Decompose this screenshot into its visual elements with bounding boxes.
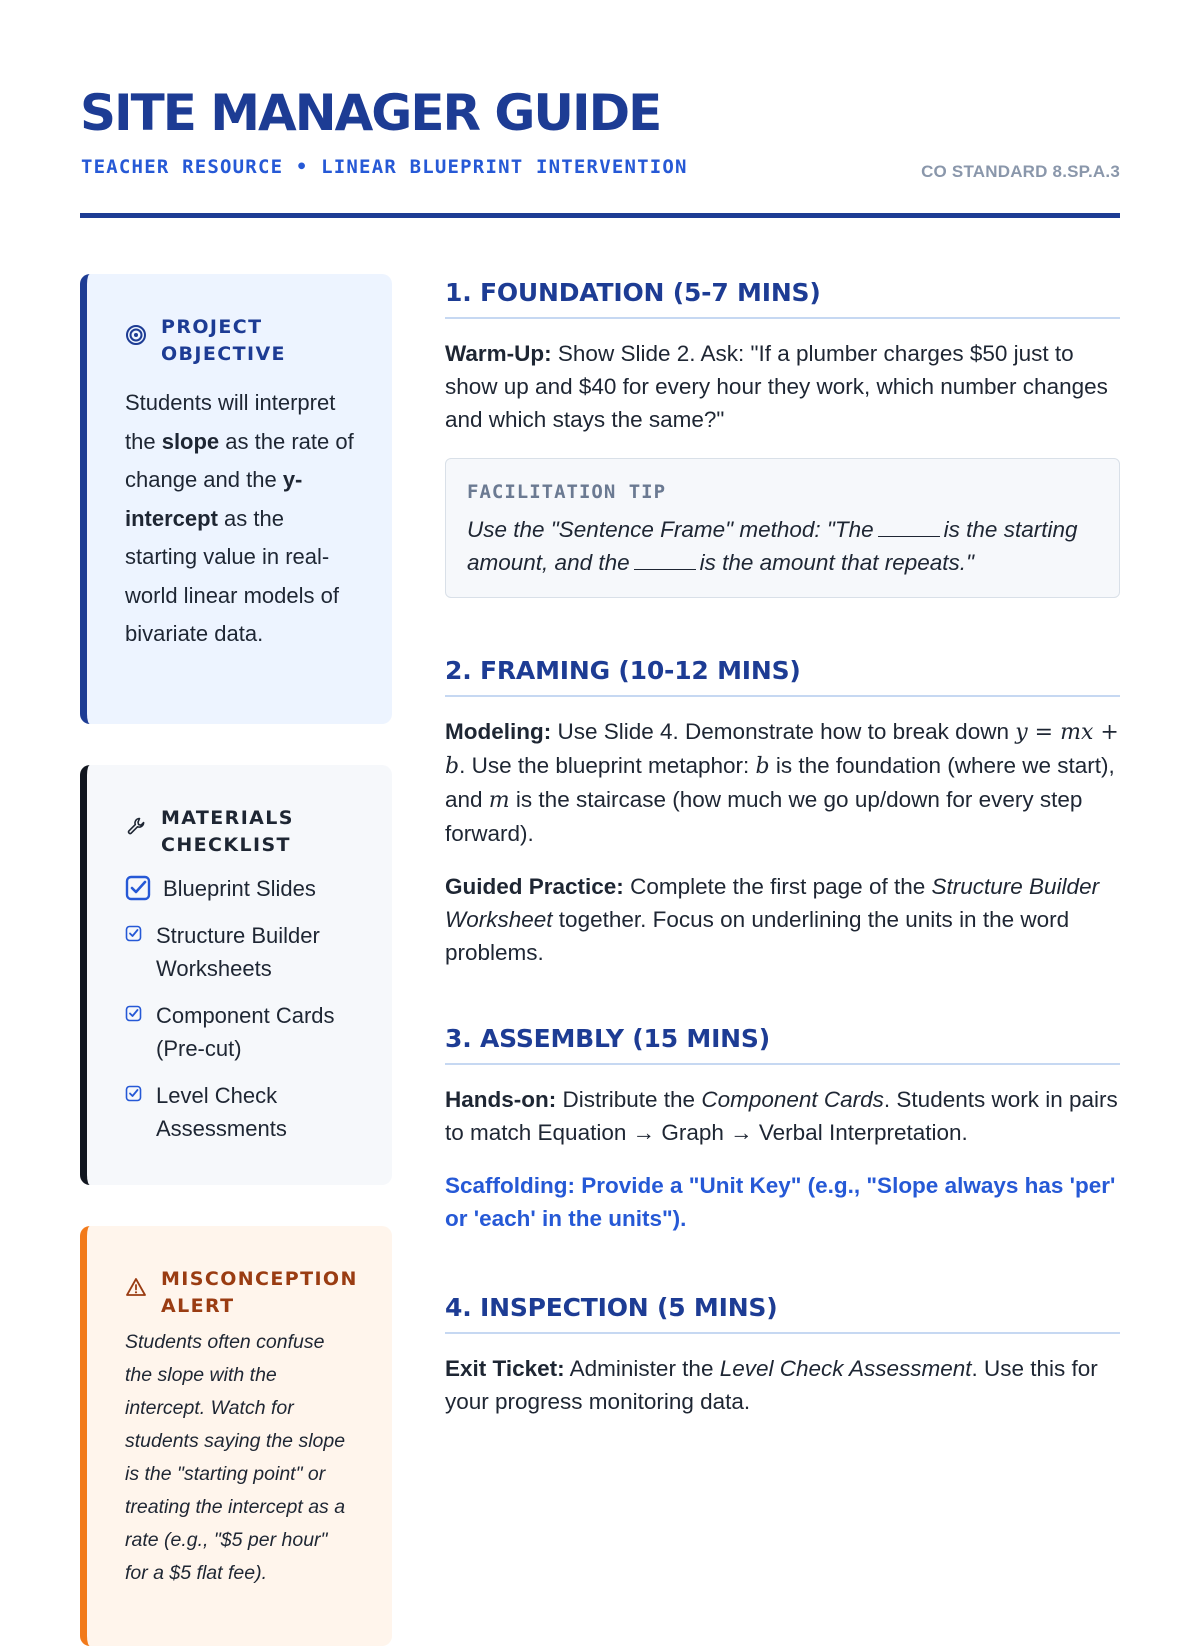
checkbox-checked-icon[interactable]	[125, 1085, 142, 1102]
target-icon	[125, 324, 147, 346]
materials-title: MATERIALS CHECKLIST	[161, 807, 294, 856]
equation: y = mx + b	[445, 720, 1119, 779]
section-foundation	[445, 276, 1120, 436]
scaffolding-note: Scaffolding: Provide a "Unit Key" (e.g., "Slope always has 'per' or 'each' in the units").	[445, 1173, 1116, 1231]
modeling-paragraph: Modeling: Use Slide 4. Demonstrate how to break down y = mx + b. Use the blueprint metaphor: b is the foundation (where we start), and m is the staircase (how much we go up/down for every step forward).	[445, 719, 1119, 846]
section-inspection	[445, 1291, 1120, 1418]
materials-item-label: Component Cards (Pre-cut)	[156, 1003, 335, 1061]
objective-header	[125, 314, 371, 368]
section-title: 4. INSPECTION (5 MINS)	[445, 1291, 1120, 1334]
objective-title: PROJECT OBJECTIVE	[161, 316, 286, 365]
materials-item-label: Structure Builder Worksheets	[156, 923, 320, 981]
hands-on-paragraph: Hands-on: Distribute the Component Cards. Students work in pairs to match Equation → Graph → Verbal Interpretation.	[445, 1087, 1118, 1145]
section-title: 3. ASSEMBLY (15 MINS)	[445, 1022, 1120, 1065]
blank-line	[634, 551, 696, 570]
blank-line	[878, 518, 940, 537]
page-title: SITE MANAGER GUIDE	[80, 84, 661, 142]
header-divider	[80, 213, 1120, 218]
materials-list	[125, 872, 365, 1159]
checkbox-checked-icon[interactable]	[125, 875, 151, 901]
section-assembly	[445, 1022, 1120, 1235]
materials-item[interactable]	[125, 872, 365, 905]
checkbox-checked-icon[interactable]	[125, 1005, 142, 1022]
wrench-icon	[125, 815, 147, 837]
standard-label: CO STANDARD 8.SP.A.3	[921, 162, 1120, 181]
materials-item[interactable]	[125, 919, 365, 985]
materials-header	[125, 805, 371, 859]
misconception-header	[125, 1266, 371, 1320]
tip-text: Use the "Sentence Frame" method: "The is the starting amount, and the is the amount that repeats."	[467, 517, 1078, 575]
misconception-card	[80, 1226, 392, 1646]
misconception-title: MISCONCEPTION ALERT	[161, 1268, 358, 1317]
materials-item-label: Level Check Assessments	[156, 1083, 287, 1141]
checkbox-checked-icon[interactable]	[125, 925, 142, 942]
misconception-text: Students often confuse the slope with the intercept. Watch for students saying the slope is the "starting point" or treating the intercept as a rate (e.g., "$5 per hour" for a $5 flat fee).	[125, 1331, 346, 1584]
objective-text: Students will interpret the slope as the rate of change and the y-intercept as the starting value in real-world linear models of bivariate data.	[125, 390, 354, 646]
facilitation-tip	[445, 458, 1120, 598]
materials-item[interactable]	[125, 1079, 365, 1145]
section-framing	[445, 654, 1120, 969]
section-title: 2. FRAMING (10-12 MINS)	[445, 654, 1120, 697]
materials-item-label: Blueprint Slides	[163, 876, 316, 901]
page-subtitle: TEACHER RESOURCE • LINEAR BLUEPRINT INTERVENTION	[81, 156, 688, 178]
tip-label: FACILITATION TIP	[467, 481, 667, 503]
section-title: 1. FOUNDATION (5-7 MINS)	[445, 276, 1120, 319]
objective-card	[80, 274, 392, 724]
exit-ticket-paragraph: Exit Ticket: Administer the Level Check Assessment. Use this for your progress monitoring data.	[445, 1356, 1098, 1414]
guided-paragraph: Guided Practice: Complete the first page of the Structure Builder Worksheet together. Focus on underlining the units in the word problems.	[445, 874, 1100, 965]
warning-icon	[125, 1276, 147, 1298]
materials-item[interactable]	[125, 999, 365, 1065]
warmup-paragraph: Warm-Up: Show Slide 2. Ask: "If a plumber charges $50 just to show up and $40 for every hour they work, which number changes and which stays the same?"	[445, 341, 1108, 432]
materials-card	[80, 765, 392, 1185]
